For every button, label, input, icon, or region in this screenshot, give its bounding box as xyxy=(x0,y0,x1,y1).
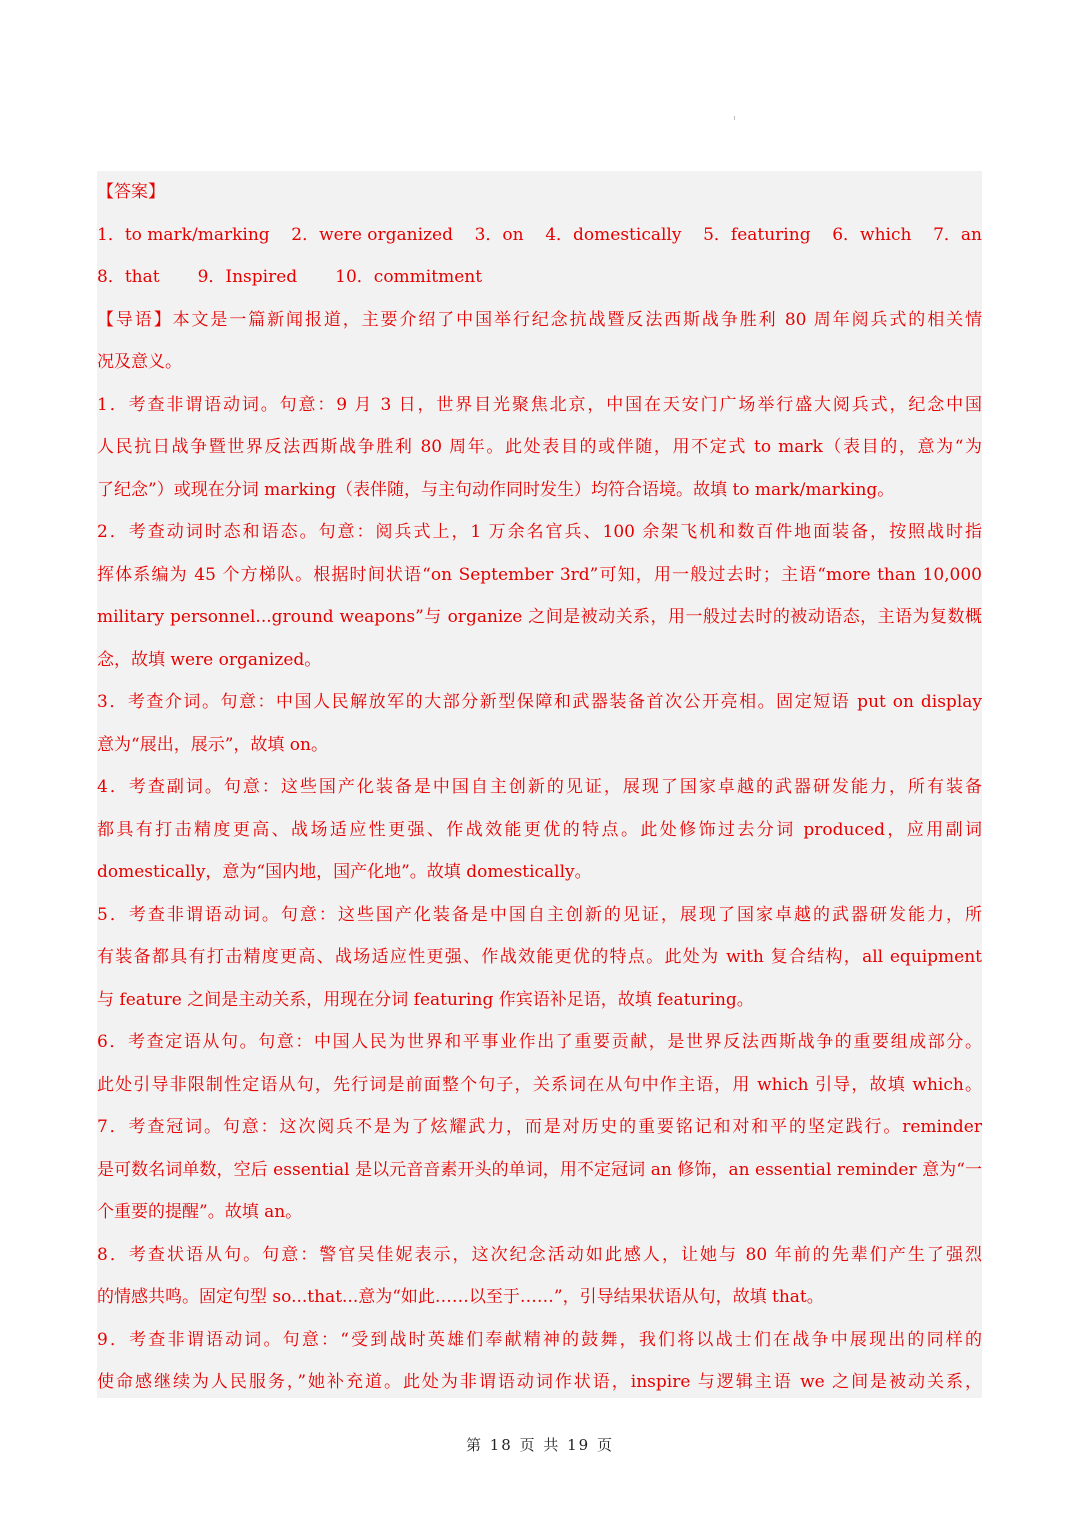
answers-row-1 xyxy=(97,214,982,257)
answer-item: 4．domestically xyxy=(545,224,682,245)
answer-item: 1．to mark/marking xyxy=(97,224,270,245)
text-line: 1．考查非谓语动词。句意：9 月 3 日，世界目光聚焦北京，中国在天安门广场举行盛大阅兵式，纪念中国 xyxy=(97,394,982,415)
text-line: 有装备都具有打击精度更高、战场适应性更强、作战效能更优的特点。此处为 with 复合结构，all equipment xyxy=(97,947,982,967)
text-line: 8．考查状语从句。句意：警官吴佳妮表示，这次纪念活动如此感人，让她与 80 年前的先辈们产生了强烈 xyxy=(97,1244,982,1265)
answer-item: 8．that xyxy=(97,267,160,287)
text-line: 5．考查非谓语动词。句意：这些国产化装备是中国自主创新的见证，展现了国家卓越的武器研发能力，所 xyxy=(97,904,982,925)
text-line: 7．考查冠词。句意：这次阅兵不是为了炫耀武力，而是对历史的重要铭记和对和平的坚定践行。reminder xyxy=(97,1117,982,1137)
text-line: 【导语】本文是一篇新闻报道，主要介绍了中国举行纪念抗战暨反法西斯战争胜利 80 周年阅兵式的相关情 xyxy=(97,309,982,330)
text-line: 挥体系编为 45 个方梯队。根据时间状语“on September 3rd”可知，用一般过去时；主语“more than 10,000 xyxy=(97,564,982,585)
answer-item: 6．which xyxy=(832,224,912,245)
text-line: domestically，意为“国内地，国产化地”。故填 domestically。 xyxy=(97,862,592,882)
text-line: 意为“展出，展示”，故填 on。 xyxy=(97,734,328,755)
text-line: 都具有打击精度更高、战场适应性更强、作战效能更优的特点。此处修饰过去分词 produced，应用副词 xyxy=(97,819,982,840)
text-line: 个重要的提醒”。故填 an。 xyxy=(97,1202,303,1222)
text-line: 了纪念”）或现在分词 marking（表伴随，与主句动作同时发生）均符合语境。故填 to mark/marking。 xyxy=(97,479,895,500)
scan-mark xyxy=(734,116,735,120)
text-line: 的情感共鸣。固定句型 so...that...意为“如此……以至于……”，引导结果状语从句，故填 that。 xyxy=(97,1287,824,1307)
text-line: 使命感继续为人民服务，”她补充道。此处为非谓语动词作状语，inspire 与逻辑主语 we 之间是被动关系， xyxy=(97,1372,982,1392)
answer-heading: 【答案】 xyxy=(97,182,165,202)
page-footer: 第 18 页 共 19 页 xyxy=(465,1436,614,1454)
text-line: 此处引导非限制性定语从句，先行词是前面整个句子，关系词在从句中作主语，用 which 引导，故填 which。 xyxy=(97,1074,982,1095)
text-line: military personnel...ground weapons”与 organize 之间是被动关系，用一般过去时的被动语态，主语为复数概 xyxy=(97,607,982,627)
answer-item: 9．Inspired xyxy=(197,267,298,287)
answers-row-2 xyxy=(97,256,982,299)
text-line: 6．考查定语从句。句意：中国人民为世界和平事业作出了重要贡献，是世界反法西斯战争的重要组成部分。 xyxy=(97,1032,982,1052)
answer-panel xyxy=(97,171,982,1398)
text-line: 况及意义。 xyxy=(97,352,182,372)
text-line: 是可数名词单数，空后 essential 是以元音音素开头的单词，用不定冠词 an 修饰，an essential reminder 意为“一 xyxy=(97,1159,982,1180)
text-line: 4．考查副词。句意：这些国产化装备是中国自主创新的见证，展现了国家卓越的武器研发能力，所有装备 xyxy=(97,777,982,797)
text-line: 与 feature 之间是主动关系，用现在分词 featuring 作宾语补足语，故填 featuring。 xyxy=(97,989,754,1010)
answer-item: 7．an xyxy=(933,224,982,245)
text-line: 人民抗日战争暨世界反法西斯战争胜利 80 周年。此处表目的或伴随，用不定式 to mark（表目的，意为“为 xyxy=(97,437,982,457)
answer-item: 5．featuring xyxy=(703,224,811,245)
answer-item: 3．on xyxy=(474,224,524,245)
answer-item: 10．commitment xyxy=(335,267,483,287)
text-line: 2．考查动词时态和语态。句意：阅兵式上，1 万余名官兵、100 余架飞机和数百件地面装备，按照战时指 xyxy=(97,522,982,542)
text-line: 3．考查介词。句意：中国人民解放军的大部分新型保障和武器装备首次公开亮相。固定短语 put on display xyxy=(97,692,982,712)
text-line: 9．考查非谓语动词。句意：“受到战时英雄们奉献精神的鼓舞，我们将以战士们在战争中展现出的同样的 xyxy=(97,1329,982,1350)
text-line: 念，故填 were organized。 xyxy=(97,649,322,670)
answer-item: 2．were organized xyxy=(291,224,453,245)
